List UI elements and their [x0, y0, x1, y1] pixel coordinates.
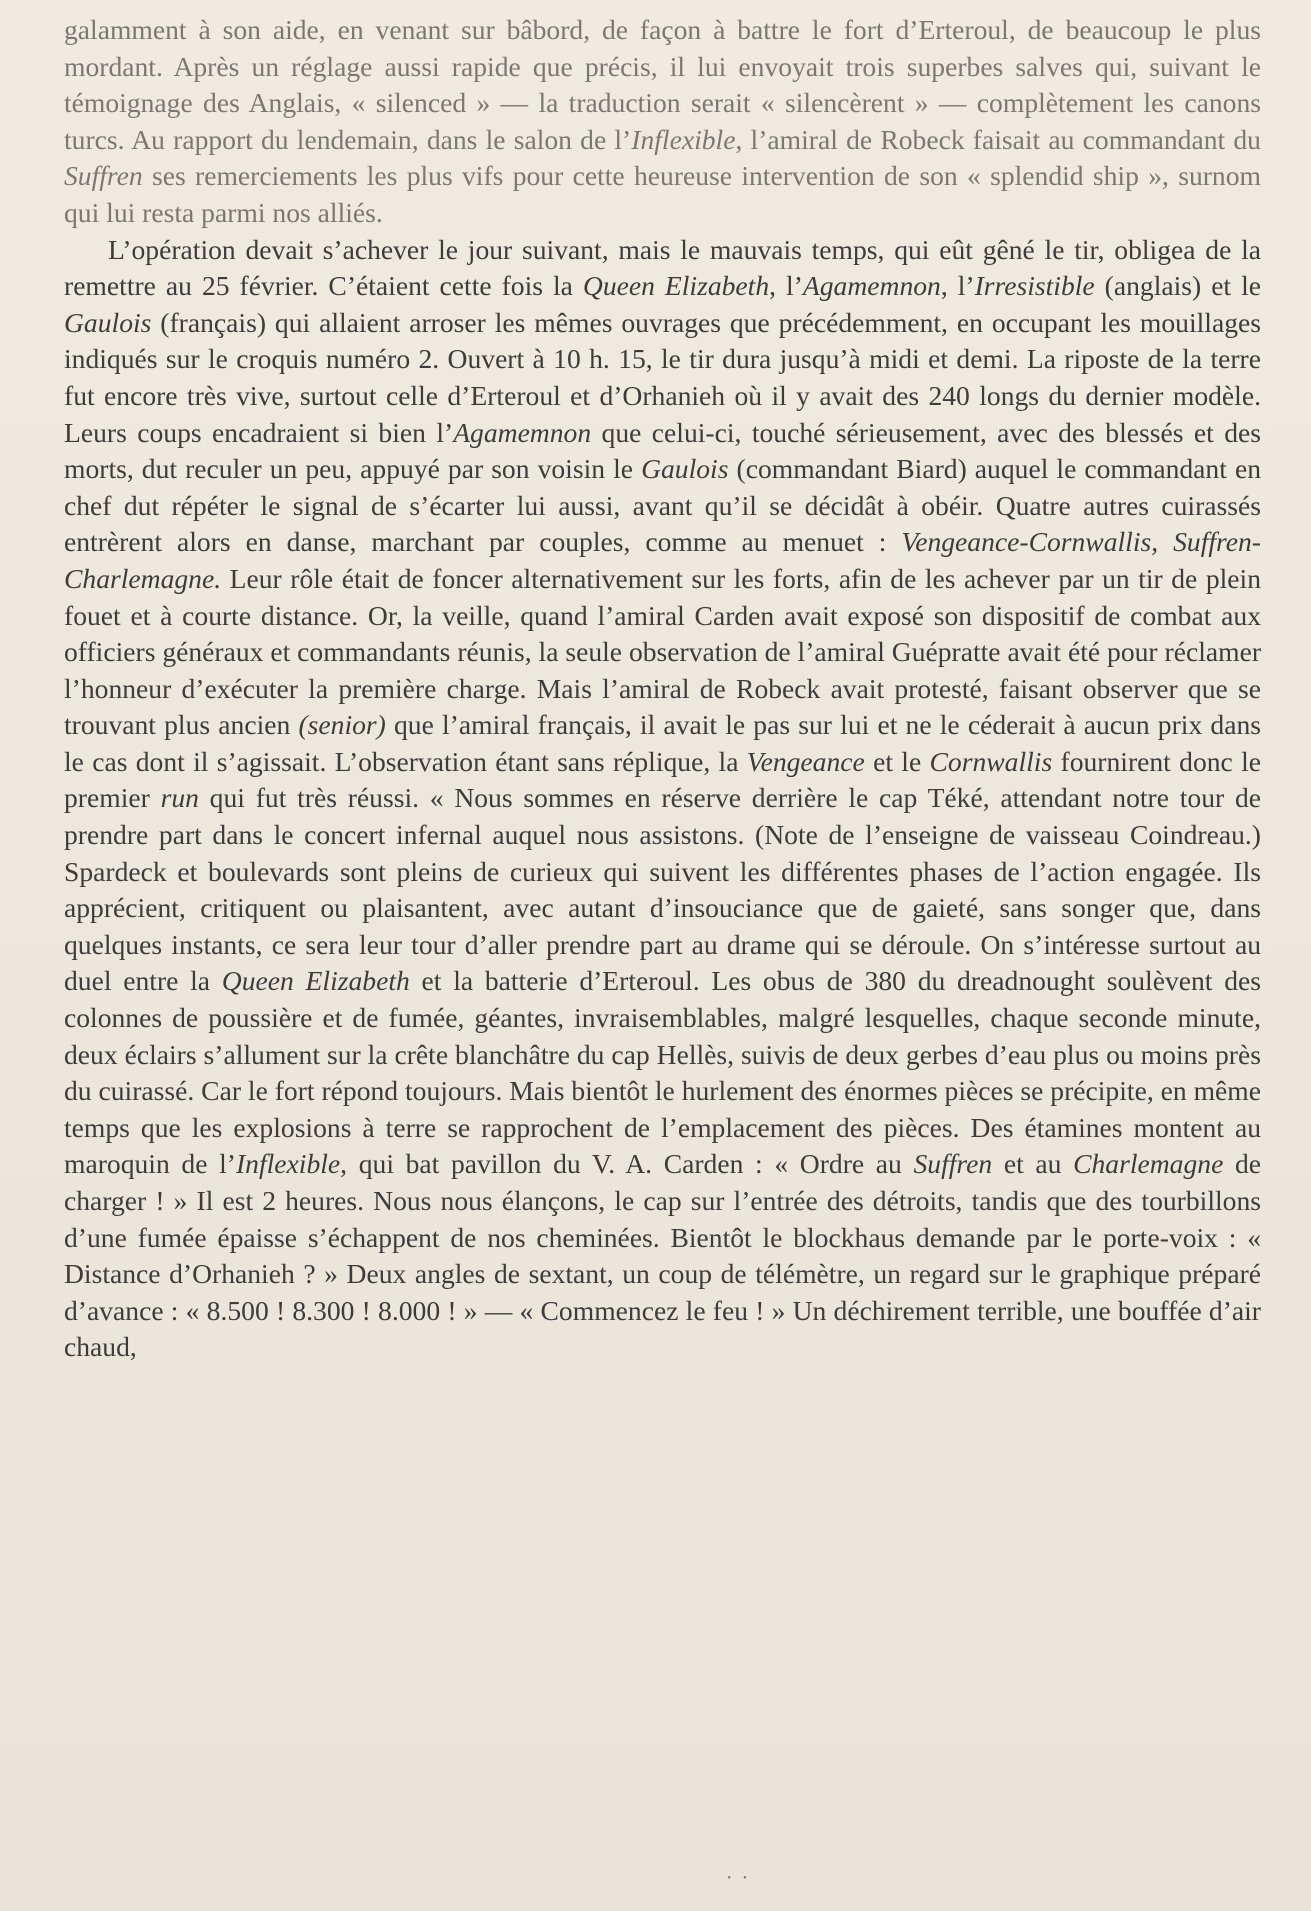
para2-text-2: , l’ — [769, 270, 803, 302]
para1-text-3: ses remerciements les plus vifs pour cette heureuse intervention de son « splendid ship », surnom qui lui resta parmi nos alliés. — [64, 160, 1261, 228]
para2-italic-vengeance: Vengeance — [746, 745, 865, 777]
para2-text-7: (commandant Biard) auquel le commandant en chef dut répéter le signal de s’écarter lui aussi, avant qu’il se décidât à obéir. Quatre autres cuirassés entrèrent alors en danse, marchant par couples, comme au menuet : — [64, 453, 1261, 558]
para2-italic-gaulois: Gaulois — [64, 306, 152, 338]
para2-italic-inflexible: Inflexible — [235, 1148, 341, 1180]
para2-italic-gaulois-2: Gaulois — [641, 453, 729, 485]
para1-italic-suffren: Suffren — [64, 160, 143, 192]
para2-italic-ship-pairs: Vengeance-Cornwallis, Suffren-Charlemagne. — [64, 526, 1261, 594]
para2-text-6: que celui-ci, touché sérieusement, avec des blessés et des morts, dut reculer un peu, appuyé par son voisin le — [64, 416, 1261, 485]
para2-italic-irresistible: Irresistible — [974, 270, 1095, 302]
para2-italic-suffren: Suffren — [913, 1148, 993, 1180]
para2-text-13: et la batterie d’Erteroul. Les obus de 380 du dreadnought soulèvent des colonnes de poussière et de fumée, géantes, invraisemblables, malgré lesquelles, chaque seconde minute, deux éclairs s’allument sur la crête blanchâtre du cap Hellès, suivis de deux gerbes d’eau plus ou moins près du cuirassé. Car le fort répond toujours. Mais bientôt le hurlement des énormes pièces se précipite, en même temps que les explosions à terre se rapprochent de l’emplacement des pièces. Des étamines montent au maroquin de l’ — [64, 965, 1262, 1180]
para2-text-1: L’opération devait s’achever le jour suivant, mais le mauvais temps, qui eût gêné le tir, obligea de la remettre au 25 février. C’étaient cette fois la — [64, 233, 1261, 302]
para2-italic-cornwallis: Cornwallis — [929, 745, 1053, 777]
para2-text-5: (français) qui allaient arroser les mêmes ouvrages que précédemment, en occupant les mouillages indiqués sur le croquis numéro 2. Ouvert à 10 h. 15, le tir dura jusqu’à midi et demi. La riposte de la terre fut encore très vive, surtout celle d’Erteroul et d’Orhanieh où il y avait des 240 longs du dernier modèle. Leurs coups encadraient si bien l’ — [64, 306, 1261, 448]
para2-italic-charlemagne: Charlemagne — [1073, 1148, 1224, 1180]
para2-italic-queen-elizabeth-2: Queen Elizabeth — [221, 965, 410, 997]
para2-text-15: et au — [992, 1148, 1074, 1180]
para2-italic-agamemnon: Agamemnon — [802, 270, 941, 302]
footer-mark: · · — [725, 1867, 751, 1889]
para2-italic-senior: (senior) — [298, 709, 386, 741]
para2-text-11: fournirent donc le premier — [64, 745, 1261, 814]
para2-italic-agamemnon-2: Agamemnon — [453, 416, 592, 448]
para2-text-4: (anglais) et le — [1094, 270, 1262, 302]
paragraph-continuation — [64, 12, 1261, 232]
para2-text-3: , l’ — [940, 270, 975, 302]
para1-italic-inflexible: Inflexible — [631, 123, 736, 155]
para1-text-2: , l’amiral de Robeck faisait au commandant du — [735, 123, 1261, 155]
para2-italic-run: run — [160, 782, 199, 814]
para2-text-14: , qui bat pavillon du V. A. Carden : « Ordre au — [340, 1148, 914, 1180]
para1-text-1: galamment à son aide, en venant sur bâbord, de façon à battre le fort d’Erteroul, de beaucoup le plus mordant. Après un réglage aussi rapide que précis, il lui envoyait trois superbes salves qui, suivant le témoignage des Anglais, « silenced » — la traduction serait « silencèrent » — complètement les canons turcs. Au rapport du lendemain, dans le salon de l’ — [64, 14, 1261, 155]
para2-text-10: et le — [864, 745, 930, 777]
para2-text-12: qui fut très réussi. « Nous sommes en réserve derrière le cap Téké, attendant notre tour de prendre part dans le concert infernal auquel nous assistons. (Note de l’enseigne de vaisseau Coindreau.) Spardeck et boulevards sont pleins de curieux qui suivent les différentes phases de l’action engagée. Ils apprécient, critiquent ou plaisantent, avec autant d’insouciance que de gaieté, sans songer que, dans quelques instants, ce sera leur tour d’aller prendre part au drame qui se déroule. On s’intéresse surtout au duel entre la — [64, 782, 1262, 997]
para2-text-16: de charger ! » Il est 2 heures. Nous nous élançons, le cap sur l’entrée des détroits, tandis que des tourbillons d’une fumée épaisse s’échappent de nos cheminées. Bientôt le blockhaus demande par le porte-voix : « Distance d’Orhanieh ? » Deux angles de sextant, un coup de télémètre, un regard sur le graphique préparé d’avance : « 8.500 ! 8.300 ! 8.000 ! » — « Commencez le feu ! » Un déchirement terrible, une bouffée d’air chaud, — [64, 1148, 1262, 1363]
para2-text-9: que l’amiral français, il avait le pas sur lui et ne le céderait à aucun prix dans le cas dont il s’agissait. L’observation étant sans réplique, la — [64, 709, 1261, 777]
paragraph-operation — [64, 232, 1261, 1366]
para2-text-8: Leur rôle était de foncer alternativement sur les forts, afin de les achever par un tir de plein fouet et à courte distance. Or, la veille, quand l’amiral Carden avait exposé son dispositif de combat aux officiers généraux et commandants réunis, la seule observation de l’amiral Guépratte avait été pour réclamer l’honneur d’exécuter la première charge. Mais l’amiral de Robeck avait protesté, faisant observer que se trouvant plus ancien — [64, 562, 1262, 741]
para2-italic-queen-elizabeth: Queen Elizabeth — [582, 270, 770, 302]
